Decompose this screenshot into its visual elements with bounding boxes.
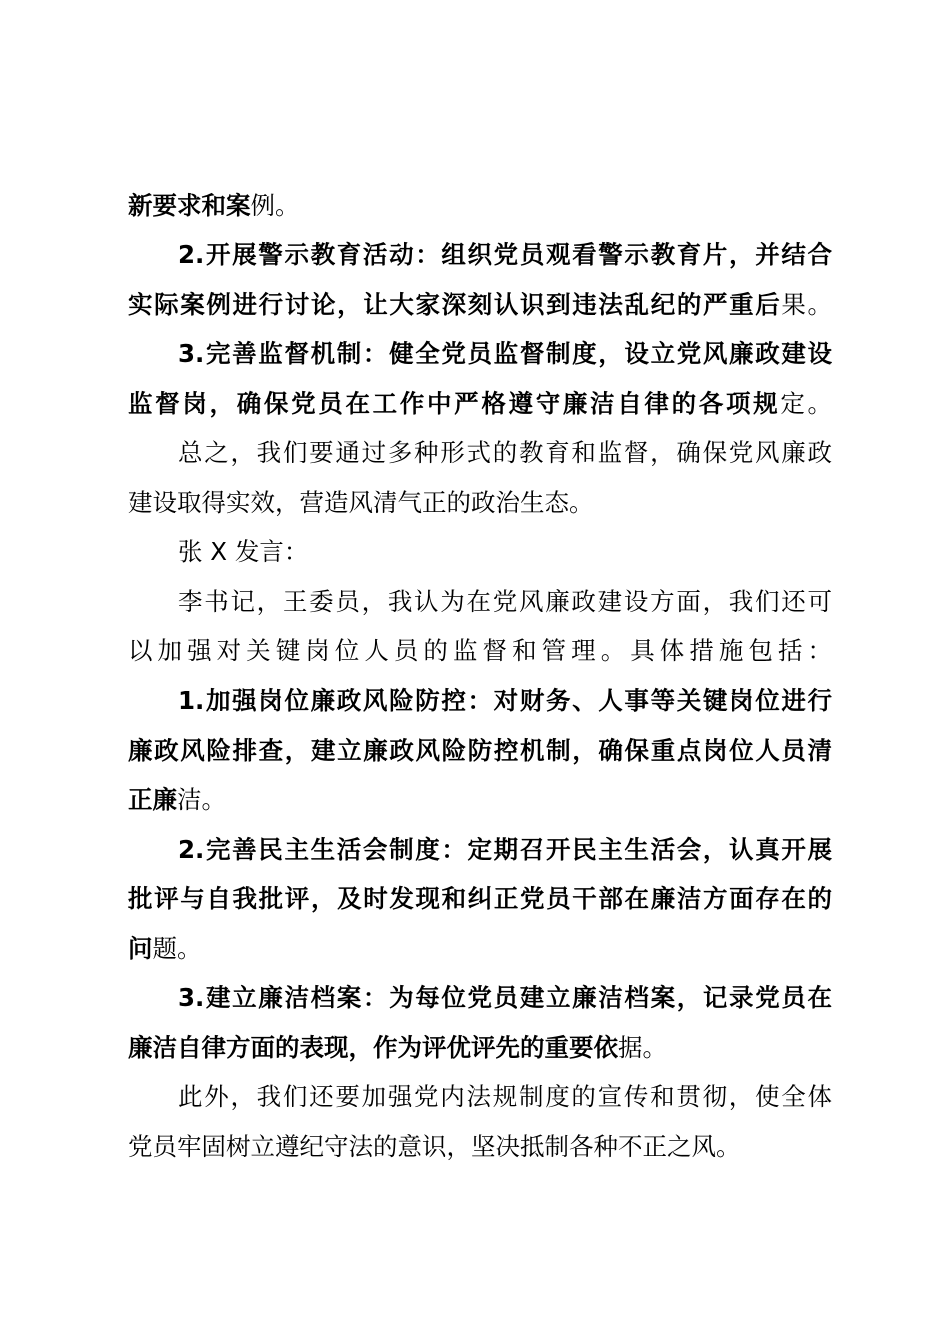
normal-text: 洁。 xyxy=(177,785,226,814)
text-line-20 xyxy=(128,1127,832,1167)
bold-text: 监督岗，确保党员在工作中严格遵守廉洁自律的各项规 xyxy=(128,389,781,418)
text-line-14 xyxy=(178,830,832,870)
bold-text: 1.加强岗位廉政风险防控：对财务、人事等关键岗位进行 xyxy=(178,686,832,715)
bold-text: 3.完善监督机制：健全党员监督制度，设立党风廉政建设 xyxy=(178,339,832,368)
text-line-4 xyxy=(178,334,832,374)
text-line-10 xyxy=(128,631,832,671)
bold-text: 新要求和案 xyxy=(128,191,251,220)
text-line-3 xyxy=(128,285,832,325)
text-line-11 xyxy=(178,681,832,721)
bold-text: 批评与自我批评，及时发现和纠正党员干部在廉洁方面存在的 xyxy=(128,884,832,913)
bold-text: 廉洁自律方面的表现，作为评优评先的重要依 xyxy=(128,1033,618,1062)
text-line-12 xyxy=(128,731,832,771)
text-line-18 xyxy=(128,1028,832,1068)
text-line-15 xyxy=(128,879,832,919)
normal-text: 例。 xyxy=(250,191,300,220)
bold-text: 正廉 xyxy=(128,785,177,814)
text-line-13 xyxy=(128,780,832,820)
text-line-19 xyxy=(178,1077,832,1117)
text-line-8 xyxy=(178,532,832,572)
normal-text: 李书记，王委员，我认为在党风廉政建设方面，我们还可 xyxy=(178,587,832,616)
bold-text: 廉政风险排查，建立廉政风险防控机制，确保重点岗位人员清 xyxy=(128,736,832,765)
normal-text: 党员牢固树立遵纪守法的意识，坚决抵制各种不正之风。 xyxy=(128,1132,741,1161)
text-line-5 xyxy=(128,384,832,424)
bold-text: 2.完善民主生活会制度：定期召开民主生活会，认真开展 xyxy=(178,835,832,864)
normal-text: 题。 xyxy=(152,934,202,963)
text-line-7 xyxy=(128,483,832,523)
normal-text: 此外，我们还要加强党内法规制度的宣传和贯彻，使全体 xyxy=(178,1082,832,1111)
normal-text: 以加强对关键岗位人员的监督和管理。具体措施包括： xyxy=(128,636,832,665)
text-line-9 xyxy=(178,582,832,622)
bold-text: 2.开展警示教育活动：组织党员观看警示教育片，并结合 xyxy=(178,240,832,269)
bold-text: 3.建立廉洁档案：为每位党员建立廉洁档案，记录党员在 xyxy=(178,983,832,1012)
text-line-17 xyxy=(178,978,832,1018)
normal-text: 据。 xyxy=(618,1033,667,1062)
normal-text: 果。 xyxy=(781,290,832,319)
text-line-1 xyxy=(128,186,832,226)
bold-text: 问 xyxy=(128,934,153,963)
text-line-16 xyxy=(128,929,832,969)
bold-text: 实际案例进行讨论，让大家深刻认识到违法乱纪的严重后 xyxy=(128,290,782,319)
normal-text: 张 X 发言： xyxy=(178,537,309,566)
text-line-6 xyxy=(178,433,832,473)
normal-text: 定。 xyxy=(780,389,832,418)
normal-text: 总之，我们要通过多种形式的教育和监督，确保党风廉政 xyxy=(178,438,832,467)
text-line-2 xyxy=(178,235,832,275)
normal-text: 建设取得实效，营造风清气正的政治生态。 xyxy=(128,488,594,517)
